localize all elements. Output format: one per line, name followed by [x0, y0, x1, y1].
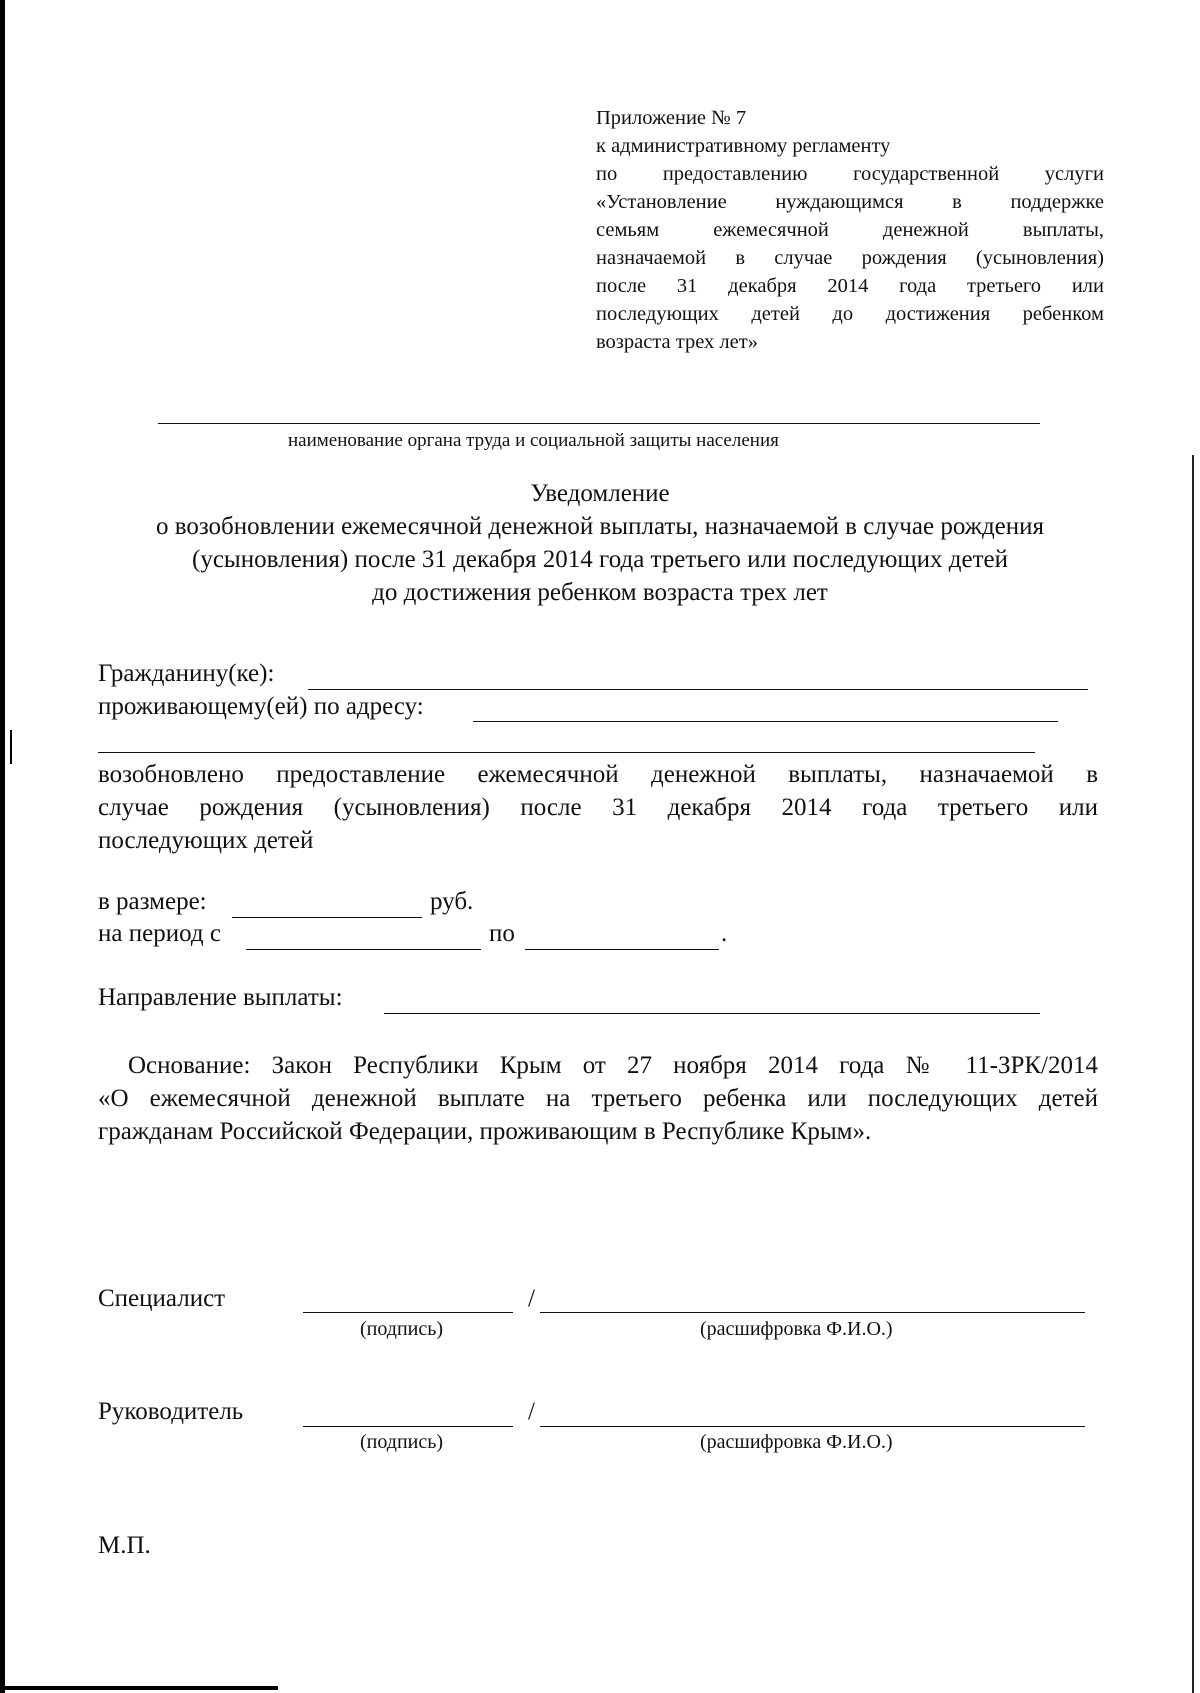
head-slash: /: [528, 1398, 535, 1425]
basis-line: «О ежемесячной денежной выплате на третьего ребенка или последующих детей: [98, 1085, 1098, 1112]
address-label: проживающему(ей) по адресу:: [98, 693, 424, 720]
appendix-line: последующих детей до достижения ребенком: [596, 303, 1104, 325]
head-name-caption: (расшифровка Ф.И.О.): [700, 1431, 893, 1453]
seal-place: М.П.: [98, 1532, 151, 1559]
address-field-continued[interactable]: [98, 752, 1035, 753]
appendix-line: «Установление нуждающимся в поддержке: [596, 191, 1104, 213]
amount-label: в размере:: [98, 888, 207, 915]
period-from-label: на период с: [98, 920, 221, 947]
head-name-field[interactable]: [540, 1426, 1085, 1427]
notice-subtitle-line: о возобновлении ежемесячной денежной выплаты, назначаемой в случае рождения: [155, 513, 1045, 540]
address-field[interactable]: [473, 721, 1058, 722]
specialist-name-field[interactable]: [540, 1312, 1085, 1313]
basis-paragraph: [98, 1049, 1098, 1148]
organ-caption: наименование органа труда и социальной защиты населения: [288, 430, 779, 451]
scan-edge-bottom: [0, 1686, 278, 1690]
amount-unit: руб.: [430, 888, 474, 915]
period-end-dot: .: [721, 920, 728, 947]
basis-line: Основание: Закон Республики Крым от 27 ноября 2014 года № 11-ЗРК/2014: [128, 1052, 1098, 1079]
organ-name-line[interactable]: [158, 423, 1040, 424]
period-to-field[interactable]: [525, 949, 719, 950]
specialist-slash: /: [528, 1285, 535, 1312]
period-to-label: по: [489, 920, 515, 947]
head-label: Руководитель: [98, 1398, 244, 1425]
resumed-line: возобновлено предоставление ежемесячной денежной выплаты, назначаемой в: [98, 761, 1098, 788]
citizen-field[interactable]: [308, 689, 1088, 690]
scan-mark-left: [10, 730, 12, 764]
direction-field[interactable]: [384, 1013, 1040, 1014]
notice-heading: Уведомление: [530, 480, 670, 507]
specialist-signature-caption: (подпись): [360, 1318, 444, 1340]
notice-subtitle-line: (усыновления) после 31 декабря 2014 года третьего или последующих детей: [192, 546, 1008, 573]
head-signature-caption: (подпись): [360, 1431, 444, 1453]
specialist-signature-field[interactable]: [303, 1312, 513, 1313]
notice-subtitle-line: до достижения ребенком возраста трех лет: [372, 579, 828, 606]
appendix-line: семьям ежемесячной денежной выплаты,: [596, 219, 1104, 241]
appendix-line: назначаемой в случае рождения (усыновления): [596, 247, 1104, 269]
resumed-line: последующих детей: [98, 827, 314, 854]
appendix-block: [596, 104, 1104, 356]
appendix-line: после 31 декабря 2014 года третьего или: [596, 275, 1104, 297]
direction-label: Направление выплаты:: [98, 984, 343, 1011]
period-from-field[interactable]: [246, 949, 481, 950]
appendix-line: возраста трех лет»: [596, 331, 758, 353]
resumed-paragraph: [98, 758, 1098, 857]
head-signature-field[interactable]: [303, 1426, 513, 1427]
resumed-line: случае рождения (усыновления) после 31 декабря 2014 года третьего или: [98, 794, 1098, 821]
basis-line: гражданам Российской Федерации, проживающим в Республике Крым».: [98, 1118, 872, 1145]
notice-title: [80, 477, 1120, 609]
appendix-line: к административному регламенту: [596, 135, 891, 157]
specialist-name-caption: (расшифровка Ф.И.О.): [700, 1318, 893, 1340]
scan-edge-right: [1192, 455, 1194, 1693]
appendix-line: по предоставлению государственной услуги: [596, 163, 1104, 185]
citizen-label: Гражданину(ке):: [98, 660, 275, 687]
appendix-line: Приложение № 7: [596, 107, 747, 129]
scan-edge-left: [0, 0, 5, 1693]
amount-field[interactable]: [232, 917, 422, 918]
specialist-label: Специалист: [98, 1285, 226, 1312]
